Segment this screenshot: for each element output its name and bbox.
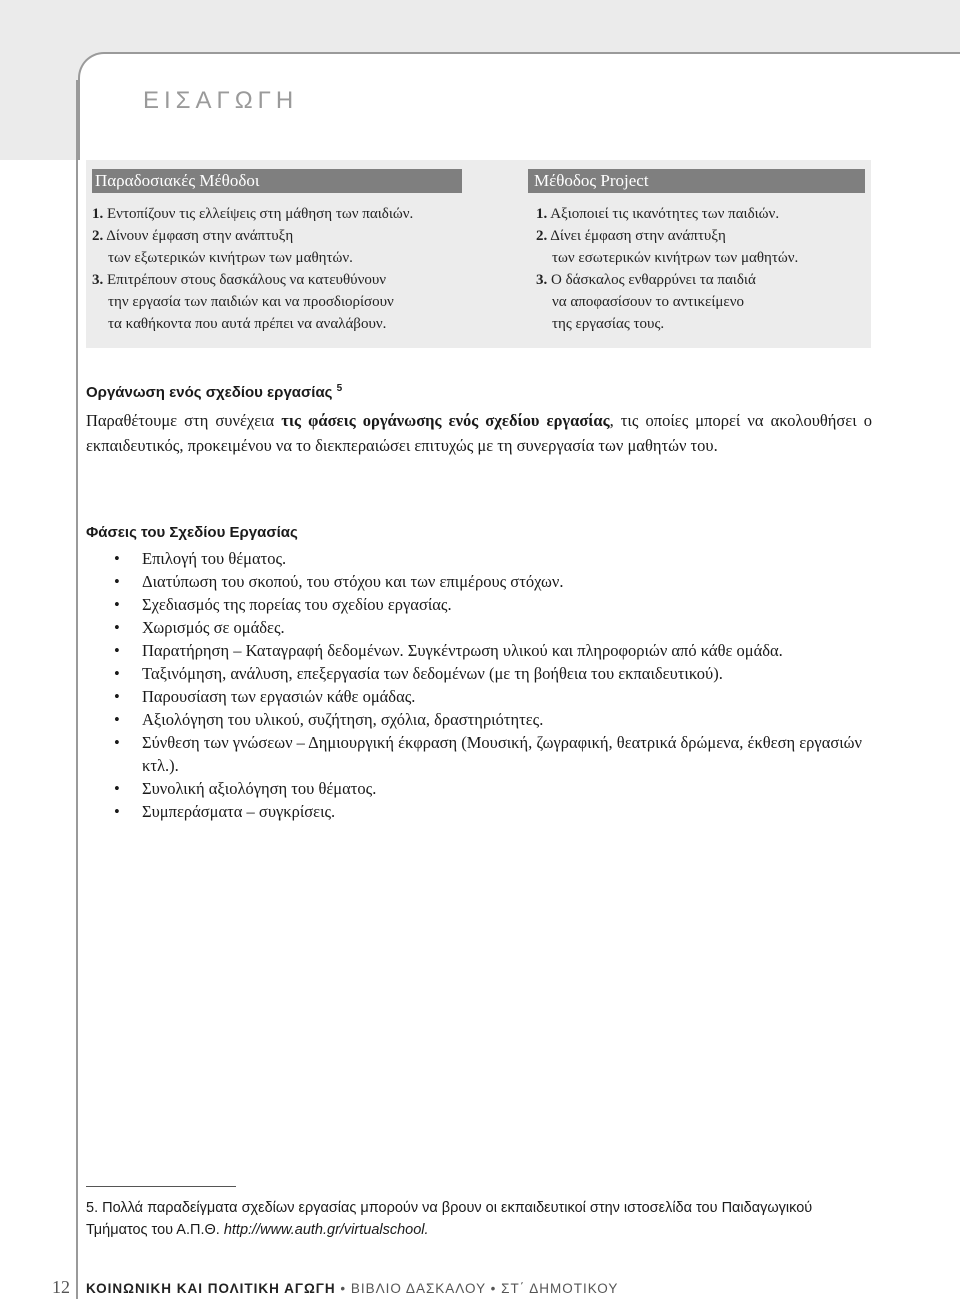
comparison-box: [86, 160, 871, 348]
list-item: 2. Δίνει έμφαση στην ανάπτυξη των εσωτερικών κινήτρων των μαθητών.: [536, 228, 799, 266]
traditional-methods-heading: Παραδοσιακές Μέθοδοι: [92, 169, 462, 193]
list-item: 1. Αξιοποιεί τις ικανότητες των παιδιών.: [536, 206, 780, 222]
left-margin-rule: [76, 80, 78, 1299]
project-method-heading: Μέθοδος Project: [528, 169, 865, 193]
footnote-ref[interactable]: 5: [336, 383, 343, 394]
list-item: • Παρατήρηση – Καταγραφή δεδομένων. Συγκέντρωση υλικού και πληροφοριών από κάθε ομάδα.: [86, 639, 872, 662]
project-method-list: [536, 203, 866, 335]
list-item: • Συμπεράσματα – συγκρίσεις.: [86, 800, 872, 823]
list-item: • Αξιολόγηση του υλικού, συζήτηση, σχόλια, δραστηριότητες.: [86, 708, 872, 731]
list-item: • Συνολική αξιολόγηση του θέματος.: [86, 777, 872, 800]
list-item: • Ταξινόμηση, ανάλυση, επεξεργασία των δεδομένων (με τη βοήθεια του εκπαιδευτικού).: [86, 662, 872, 685]
list-item: • Επιλογή του θέματος.: [86, 547, 872, 570]
chapter-title: ΕΙΣΑΓΩΓΗ: [143, 87, 299, 114]
page-number: 12: [52, 1277, 70, 1297]
list-item: • Χωρισμός σε ομάδες.: [86, 616, 872, 639]
phases-heading: Φάσεις του Σχεδίου Εργασίας: [86, 524, 298, 541]
phases-list: [86, 547, 872, 823]
list-item: 1. Εντοπίζουν τις ελλείψεις στη μάθηση των παιδιών.: [92, 206, 414, 222]
traditional-methods-list: [92, 203, 522, 335]
footnote-link[interactable]: http://www.auth.gr/virtualschool.: [223, 1222, 429, 1238]
list-item: • Παρουσίαση των εργασιών κάθε ομάδας.: [86, 685, 872, 708]
footnote: 5. Πολλά παραδείγματα σχεδίων εργασίας μπορούν να βρουν οι εκπαιδευτικοί στην ιστοσελίδα του Παιδαγωγικού Τμήματος του Α.Π.Θ. http://www.auth.gr/virtualschool.: [86, 1200, 813, 1238]
list-item: • Σύνθεση των γνώσεων – Δημιουργική έκφραση (Μουσική, ζωγραφική, θεατρικά δρώμενα, έκθεση εργασιών κτλ.).: [86, 731, 872, 777]
organisation-heading: Οργάνωση ενός σχεδίου εργασίας $^5$: [86, 383, 343, 401]
list-item: 2. Δίνουν έμφαση στην ανάπτυξη των εξωτερικών κινήτρων των μαθητών.: [92, 228, 353, 266]
footnote-divider: [86, 1186, 236, 1187]
list-item: • Διατύπωση του σκοπού, του στόχου και των επιμέρους στόχων.: [86, 570, 872, 593]
list-item: 3. Επιτρέπουν στους δασκάλους να κατευθύνουν την εργασία των παιδιών και να προσδιορίσουν τα καθήκοντα που αυτά πρέπει να αναλάβουν.: [92, 272, 394, 332]
list-item: 3. Ο δάσκαλος ενθαρρύνει τα παιδιά να αποφασίσουν το αντικείμενο της εργασίας τους.: [536, 272, 756, 332]
organisation-paragraph: Παραθέτουμε στη συνέχεια τις φάσεις οργάνωσης ενός σχεδίου εργασίας, τις οποίες μπορεί να ακολουθήσει ο εκπαιδευτικός, προκειμένου να το διεκπεραιώσει επιτυχώς με τη συνεργασία των μαθητών του.: [86, 411, 873, 455]
list-item: • Σχεδιασμός της πορείας του σχεδίου εργασίας.: [86, 593, 872, 616]
running-footer: ΚΟΙΝΩΝΙΚΗ ΚΑΙ ΠΟΛΙΤΙΚΗ ΑΓΩΓΗ • ΒΙΒΛΙΟ ΔΑΣΚΑΛΟΥ • ΣΤ΄ ΔΗΜΟΤΙΚΟΥ: [86, 1281, 619, 1296]
